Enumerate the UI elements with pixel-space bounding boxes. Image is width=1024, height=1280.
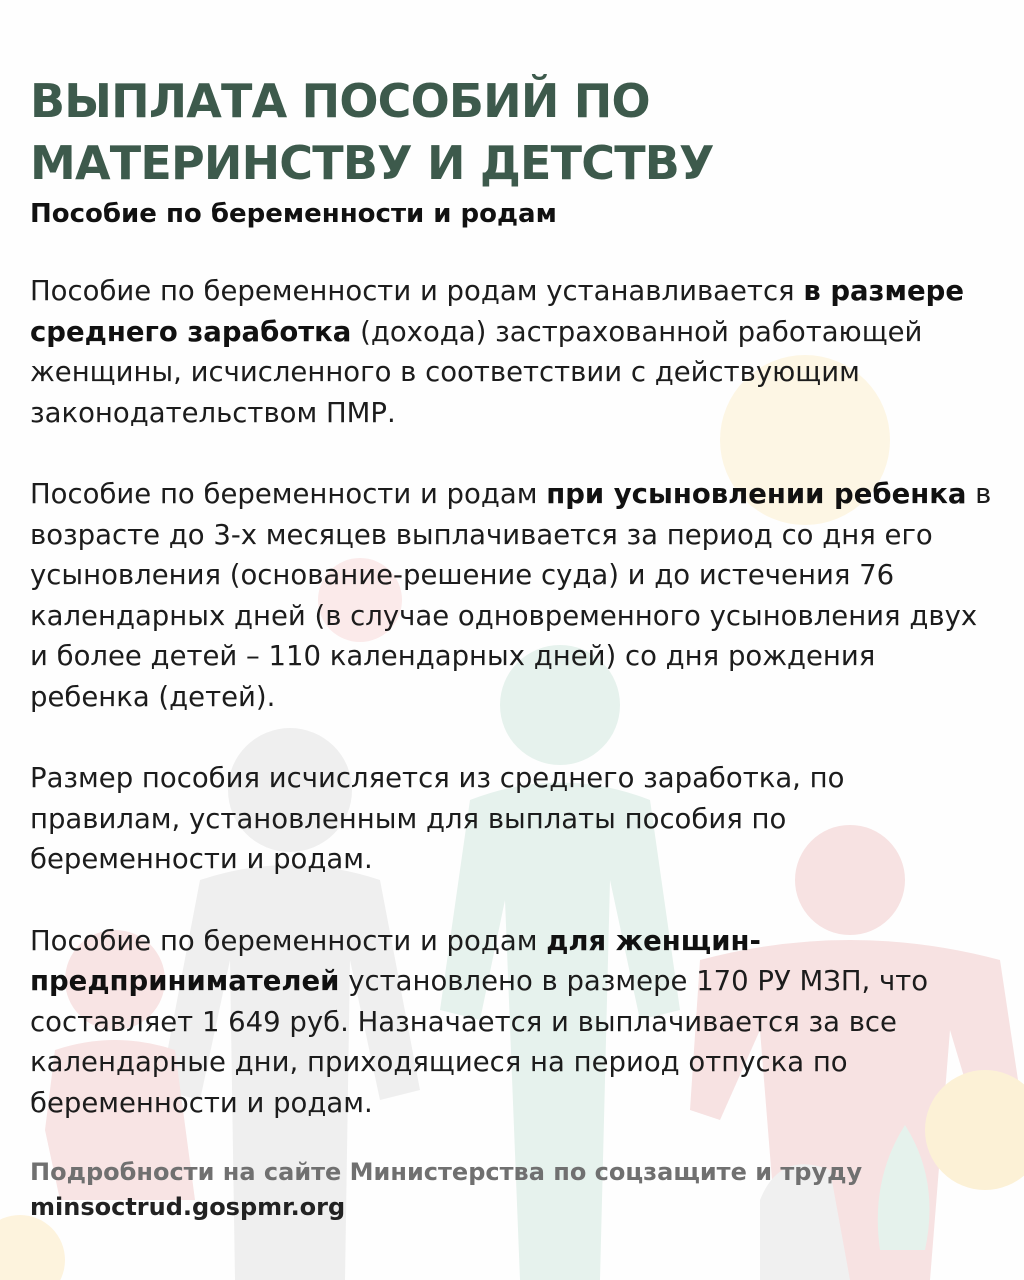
footer-note: Подробности на сайте Министерства по соцзащите и труду [30,1158,863,1186]
p2-bold: при усыновлении ребенка [546,478,967,510]
p4-text-2: установлено в размере 170 РУ МЗП, что составляет 1 649 руб. Назначается и выплачивается за все календарные дни, приходящиеся на период отпуска по беременности и родам. [30,965,929,1119]
title-line-2: МАТЕРИНСТВУ И ДЕТСТВУ [30,136,714,190]
p2-text-2: в возрасте до 3-х месяцев выплачивается за период со дня его усыновления (основание-решение суда) и до истечения 76 календарных дней (в случае одновременного усыновления двух и более детей – 110 календарных дней) со дня рождения ребенка (детей). [30,478,992,713]
p4-bold: для женщин-предпринимателей [30,924,761,997]
p1-text-2: (дохода) застрахованной работающей женщины, исчисленного в соответствии с действующим законодательством ПМР. [30,315,923,429]
paragraph-average-earnings [30,271,1000,433]
website-link[interactable]: minsoctrud.gospmr.org [30,1193,346,1221]
page-title [30,70,1000,194]
paragraph-adoption [30,474,1000,717]
footer [30,1155,1000,1225]
title-line-1: ВЫПЛАТА ПОСОБИЙ ПО [30,74,650,128]
p2-text-1: Пособие по беременности и родам [30,478,547,510]
paragraph-benefit-size [30,758,1000,880]
p1-text-1: Пособие по беременности и родам устанавливается [30,275,804,307]
content-area [30,70,1000,1225]
p1-bold: в размере среднего заработка [30,275,965,348]
paragraph-entrepreneurs [30,921,1000,1124]
page-subtitle: Пособие по беременности и родам [30,199,557,229]
p3-text-1: Размер пособия исчисляется из среднего заработка, по правилам, установленным для выплаты пособия по беременности и родам. [30,762,845,875]
p4-text-1: Пособие по беременности и родам [30,924,547,957]
